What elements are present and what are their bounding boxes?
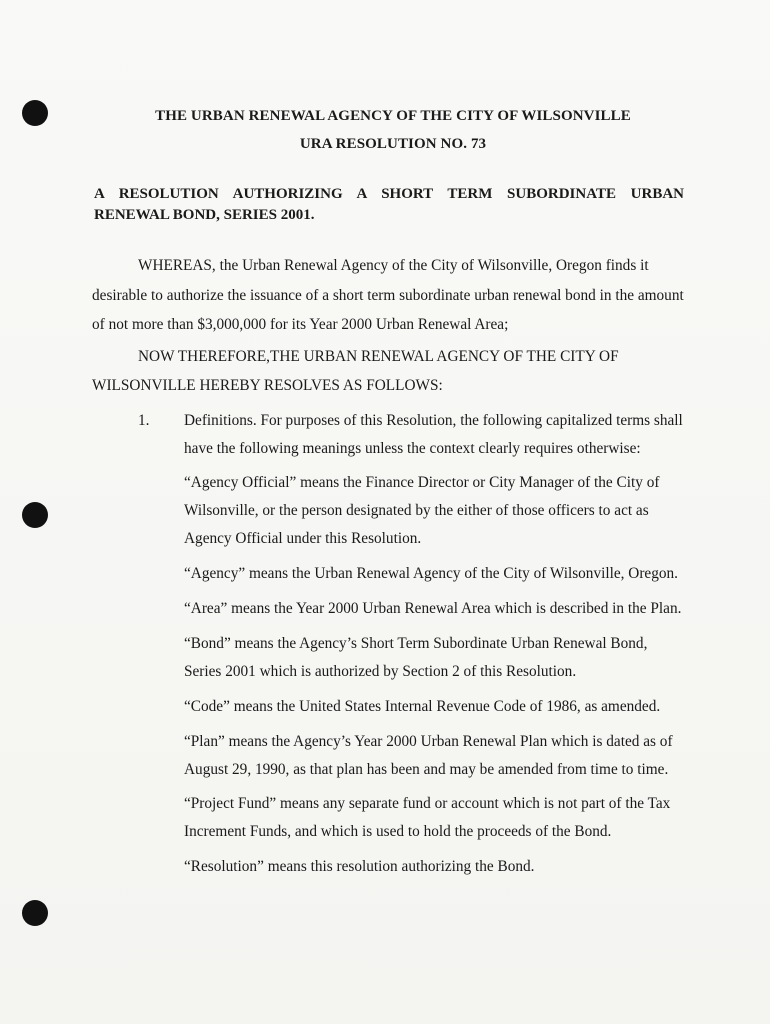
definition-code: “Code” means the United States Internal Revenue Code of 1986, as amended. [184,698,661,715]
definition-resolution: “Resolution” means this resolution authorizing the Bond. [184,858,535,875]
definition-plan-line-1: “Plan” means the Agency’s Year 2000 Urban Renewal Plan which is dated as of [184,733,673,750]
punch-hole-bottom [22,900,48,926]
resolution-caption-line-2: RENEWAL BOND, SERIES 2001. [94,207,315,223]
definition-project-fund-line-1: “Project Fund” means any separate fund or account which is not part of the Tax [184,795,671,812]
section-number: 1. [138,412,150,429]
resolution-number: URA RESOLUTION NO. 73 [299,136,487,152]
document-title: THE URBAN RENEWAL AGENCY OF THE CITY OF WILSONVILLE [155,108,631,124]
section-1-intro-line-1: Definitions. For purposes of this Resolution, the following capitalized terms shall [184,412,683,429]
definition-bond-line-2: Series 2001 which is authorized by Section 2 of this Resolution. [184,663,577,680]
now-therefore-line-1: NOW THEREFORE,THE URBAN RENEWAL AGENCY OF THE CITY OF [138,348,619,365]
definition-agency-official-line-3: Agency Official under this Resolution. [184,530,422,547]
punch-hole-middle [22,502,48,528]
whereas-line-1: WHEREAS, the Urban Renewal Agency of the City of Wilsonville, Oregon finds it [138,257,649,274]
definition-agency-official-line-2: Wilsonville, or the person designated by the either of those officers to act as [184,502,649,519]
definition-agency: “Agency” means the Urban Renewal Agency of the City of Wilsonville, Oregon. [184,565,678,582]
definition-agency-official-line-1: “Agency Official” means the Finance Director or City Manager of the City of [184,474,660,491]
resolution-caption-line-1: A RESOLUTION AUTHORIZING A SHORT TERM SUBORDINATE URBAN [94,186,684,202]
whereas-line-3: of not more than $3,000,000 for its Year 2000 Urban Renewal Area; [92,316,509,333]
section-1-intro-line-2: have the following meanings unless the context clearly requires otherwise: [184,440,641,457]
whereas-line-2: desirable to authorize the issuance of a short term subordinate urban renewal bond in the amount [92,287,684,304]
definition-project-fund-line-2: Increment Funds, and which is used to hold the proceeds of the Bond. [184,823,612,840]
definition-area: “Area” means the Year 2000 Urban Renewal Area which is described in the Plan. [184,600,682,617]
now-therefore-line-2: WILSONVILLE HEREBY RESOLVES AS FOLLOWS: [92,377,443,394]
definition-plan-line-2: August 29, 1990, as that plan has been and may be amended from time to time. [184,761,669,778]
definition-bond-line-1: “Bond” means the Agency’s Short Term Subordinate Urban Renewal Bond, [184,635,648,652]
